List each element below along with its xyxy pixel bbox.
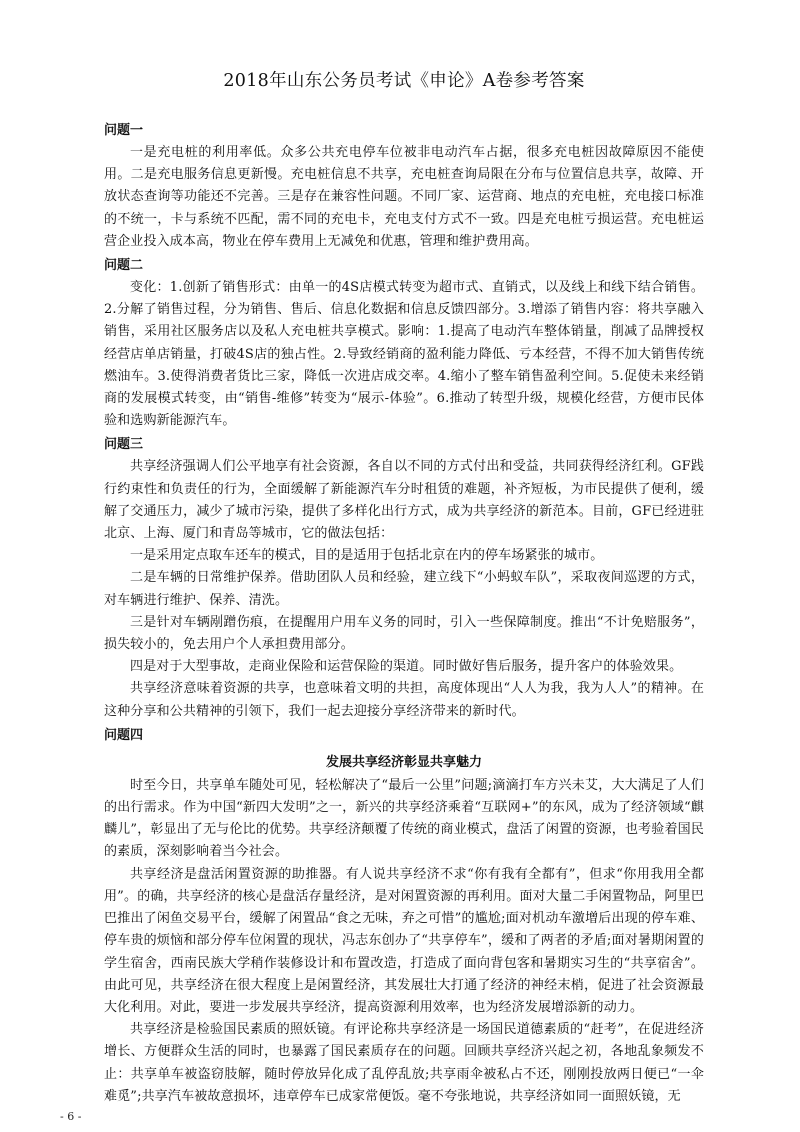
q4-paragraph-2: 共享经济是盘活闲置资源的助推器。有人说共享经济不求“你有我有全都有”，但求“你用我用全都用”。的确，共享经济的核心是盘活存量经济，是对闲置资源的再利用。面对大量二手闲置物品，阿里巴巴推出了闲鱼交易平台，缓解了闲置品“食之无味，弃之可惜”的尴尬;面对机动车激增后出现的停车难、停车贵的烦恼和部分停车位闲置的现状，冯志东创办了“共享停车”，缓和了两者的矛盾;面对暑期闲置的学生宿舍，西南民族大学稍作装修设计和布置改造，打造成了面向背包客和暑期实习生的“共享宿舍”。由此可见，共享经济在很大程度上是闲置经济，其发展壮大打通了经济的神经末梢，促进了社会资源最大化利用。对此，要进一步发展共享经济，提高资源利用效率，也为经济发展增添新的动力。 [104, 866, 704, 1015]
q2-paragraph-1: 变化：1.创新了销售形式：由单一的4S店模式转变为超市式、直销式，以及线上和线下结合销售。2.分解了销售过程，分为销售、售后、信息化数据和信息反馈四部分。3.增添了销售内容：将共享融入销售，采用社区服务店以及私人充电桩共享模式。影响：1.提高了电动汽车整体销量，削减了品牌授权经营店单店销量，打破4S店的独占性。2.导致经销商的盈利能力降低、亏本经营，不得不加大销售传统燃油车。3.使得消费者货比三家，降低一次进店成交率。4.缩小了整车销售盈利空间。5.促使未来经销商的发展模式转变，由“销售-维修”转变为“展示-体验”。6.推动了转型升级，规模化经营，方便市民体验和选购新能源汽车。 [104, 280, 704, 429]
q1-paragraph-1: 一是充电桩的利用率低。众多公共充电停车位被非电动汽车占据，很多充电桩因故障原因不能使用。二是充电服务信息更新慢。充电桩信息不共享，充电桩查询局限在分布与位置信息共享，故障、开放状态查询等功能还不完善。三是存在兼容性问题。不同厂家、运营商、地点的充电桩，充电接口标准的不统一，卡与系统不匹配，需不同的充电卡，充电支付方式不一致。四是充电桩亏损运营。充电桩运营企业投入成本高，物业在停车费用上无减免和优惠，管理和维护费用高。 [104, 145, 704, 249]
section-heading-q3: 问题三 [104, 437, 144, 453]
q3-paragraph-1: 共享经济强调人们公平地享有社会资源，各自以不同的方式付出和受益，共同获得经济红利。GF践行约束性和负责任的行为，全面缓解了新能源汽车分时租赁的难题，补齐短板，为市民提供了便利，缓解了交通压力，减少了城市污染，提供了多样化出行方式，成为共享经济的新范本。目前，GF已经进驻北京、上海、厦门和青岛等城市，它的做法包括： [104, 459, 704, 542]
page-title: 2018年山东公务员考试《申论》A卷参考答案 [223, 71, 585, 91]
q3-paragraph-2: 一是采用定点取车还车的模式，目的是适用于包括北京在内的停车场紧张的城市。 [130, 548, 604, 564]
q3-paragraph-6: 共享经济意味着资源的共享，也意味着文明的共担，高度体现出“人人为我，我为人人”的精神。在这种分享和公共精神的引领下，我们一起去迎接分享经济带来的新时代。 [104, 681, 704, 719]
q3-paragraph-5: 四是对于大型事故，走商业保险和运营保险的渠道。同时做好售后服务，提升客户的体验效果。 [130, 659, 683, 675]
page-content [104, 68, 704, 1108]
q3-paragraph-4: 三是针对车辆剐蹭伤痕，在提醒用户用车义务的同时，引入一些保障制度。推出“不计免赔服务”，损失较小的，免去用户个人承担费用部分。 [104, 614, 704, 653]
section-heading-q2: 问题二 [104, 258, 144, 274]
q3-paragraph-3: 二是车辆的日常维护保养。借助团队人员和经验，建立线下“小蚂蚁车队”，采取夜间巡逻的方式，对车辆进行维护、保养、清洗。 [104, 570, 704, 608]
essay-title: 发展共享经济彰显共享魅力 [325, 754, 482, 770]
section-heading-q4: 问题四 [104, 727, 144, 743]
page-number: - 6 - [60, 1110, 82, 1123]
q4-paragraph-1: 时至今日，共享单车随处可见，轻松解决了“最后一公里”问题;滴滴打车方兴未艾，大大满足了人们的出行需求。作为中国“新四大发明”之一，新兴的共享经济乘着“互联网+”的东风，成为了经济领域“麒麟儿”，彰显出了无与伦比的优势。共享经济颠覆了传统的商业模式，盘活了闲置的资源，也考验着国民的素质，深刻影响着当今社会。 [104, 777, 704, 860]
section-heading-q1: 问题一 [104, 123, 144, 138]
q4-paragraph-3: 共享经济是检验国民素质的照妖镜。有评论称共享经济是一场国民道德素质的“赶考”，在促进经济增长、方便群众生活的同时，也暴露了国民素质存在的问题。回顾共享经济兴起之初，各地乱象频发不止：共享单车被盗窃肢解，随时停放异化成了乱停乱放;共享雨伞被私占不还，刚刚投放两日便已“一伞难觅”;共享汽车被故意损坏，违章停车已成家常便饭。毫不夸张地说，共享经济如同一面照妖镜，无 [104, 1022, 704, 1104]
